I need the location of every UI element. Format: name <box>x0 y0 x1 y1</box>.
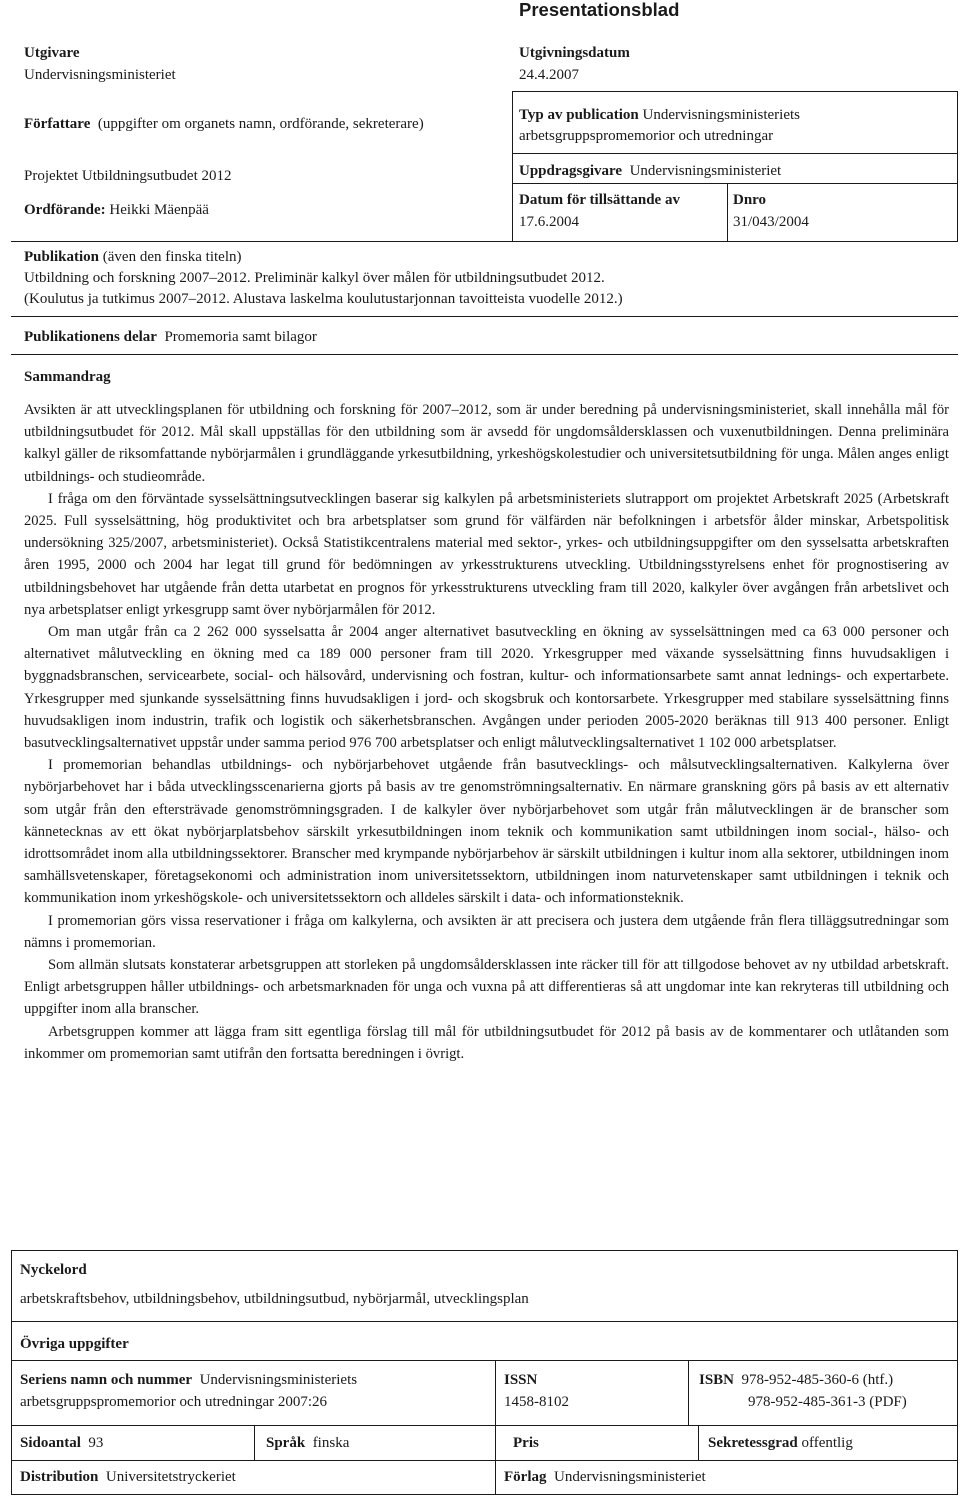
keywords-value: arbetskraftsbehov, utbildningsbehov, utbildningsutbud, nybörjarmål, utvecklingsplan <box>20 1291 529 1307</box>
series-row <box>20 1369 357 1391</box>
pages-divider <box>254 1425 255 1460</box>
price-label: Pris <box>513 1435 539 1451</box>
summary-label: Sammandrag <box>24 369 111 385</box>
distribution-row <box>20 1466 236 1488</box>
publisher-bottom-label: Förlag <box>504 1469 547 1485</box>
summary-paragraph: Arbetsgruppen kommer att lägga fram sitt egentliga förslag till mål för utbildningsutbudet för 2012 på basis av de kommentarer och utlåtanden som inkommer om promemorian samt utifrån den fortsatta beredningen i övrigt. <box>24 1023 949 1062</box>
publication-label: Publikation <box>24 249 100 265</box>
box-divider-dnro <box>727 183 728 241</box>
bottom-table-bottom <box>11 1494 958 1495</box>
commissioner-row <box>519 160 781 182</box>
language-value: finska <box>312 1435 350 1451</box>
publication-hint: (även den finska titeln) <box>102 249 242 265</box>
summary-paragraph: I fråga om den förväntade sysselsättningsutvecklingen baserar sig kalkylen på arbetsministeriets slutrapport om projektet Arbetskraft 2025 (Arbetskraft 2025. Full sysselsättning, hög produktivitet och bra arbetsplatser som grund för välfärden när befolkningen i arbetsför ålder minskar, Arbetspolitisk undersökning 325/2007, arbetsministeriet). Också Statistikcentralens material med sektor-, yrkes- och utbildningsuppgifter om den sysselsatta arbetskraften åren 1995, 2000 och 2004 har legat till grund för bedömningen av yrkesstrukturens utveckling. Utbildningsstyrelsens enhet för prognostisering av utbildningsbehovet har utgående från detta utarbetat en prognos för yrkesstrukturens utveckling fram till 2020, kalkyler över avgången från arbetslivet och nya arbetsplatser enligt yrkesgrupp samt över nybörjarmålen för 2012. <box>24 490 949 618</box>
publication-title-fi: (Koulutus ja tutkimus 2007–2012. Alustava laskelma koulutustarjonnan tavoitteista vuodelle 2012.) <box>24 291 623 307</box>
publication-bottom-line <box>11 316 958 317</box>
pubtype-label: Typ av publication <box>519 107 639 123</box>
isbn-label: ISBN <box>699 1372 735 1388</box>
series-divider <box>495 1360 496 1425</box>
box-top-border <box>512 91 958 92</box>
distribution-label: Distribution <box>20 1469 99 1485</box>
publisher-bottom-value: Undervisningsministeriet <box>554 1469 706 1485</box>
summary-paragraph: Avsikten är att utvecklingsplanen för utbildning och forskning för 2007–2012, som är under beredning på undervisningsministeriet, skall innehålla mål för utbildningsutbudet för 2012. Mål skall uppställas för den utbildning som är avsedd för ungdomsåldersklassen och vuxenutbildningen. Denna preliminära kalkyl gäller de riksomfattande nybörjarmålen i grundläggande yrkesutbildning, yrkeshögskolestudier och universitetsutbildning för unga. Målen anges enligt utbildnings- och studieområde. <box>24 402 949 485</box>
box-left-border <box>512 91 513 241</box>
series-label: Seriens namn och nummer <box>20 1372 193 1388</box>
issn-label: ISSN <box>504 1372 538 1388</box>
summary-paragraph: Som allmän slutsats konstaterar arbetsgruppen att storleken på ungdomsåldersklassen inte räcker till för att tillgodose behovet av ny utbildad arbetskraft. Enligt arbetsgruppen håller utbildnings- och arbetsmarknaden för unga och vuxna på att differentieras så att ungdomar inte kan rekryteras till utbildning och uppgifter inom alla branscher. <box>24 957 949 1018</box>
chair-row <box>24 199 209 221</box>
authors-label: Författare <box>24 116 91 132</box>
keywords-label: Nyckelord <box>20 1262 87 1278</box>
parts-value: Promemoria samt bilagor <box>164 329 317 345</box>
other-bottom-line <box>11 1360 958 1361</box>
pubtype-line1: Undervisningsministeriets <box>642 107 801 123</box>
parts-row <box>24 326 317 348</box>
isbn-row <box>699 1369 893 1391</box>
authors-hint: (uppgifter om organets namn, ordförande, sekreterare) <box>97 116 424 132</box>
series-line2: arbetsgruppspromemorior och utredningar 2007:26 <box>20 1394 328 1410</box>
distribution-value: Universitetstryckeriet <box>105 1469 236 1485</box>
summary-paragraph: Om man utgår från ca 2 262 000 sysselsatta år 2004 anger alternativet basutveckling en ökning av sysselsättningen med ca 63 000 personer och alternativet målutveckling en ökning med ca 189 000 personer fram till 2020. Yrkesgrupper med växande sysselsättning finns huvudsakligen i byggnadsbranschen, servicearbete, social- och hälsovård, undervisning och fostran, kultur- och informationsarbete samt annat lednings- och expertarbete. Yrkesgrupper med sjunkande sysselsättning finns huvudsakligen i jord- och skogsbruk och kontorsarbete. Yrkesgrupper med stabilare sysselsättning finns huvudsakligen inom industrin, trafik och logistik och säkerhetsbranschen. Avgången under perioden 2005-2020 beräknas till 913 400 personer. Enligt basutvecklingsalternativet uppstår under samma period 976 700 arbetsplatser och enligt målutvecklingsalternativet 1 102 000 arbetsplatser. <box>24 624 949 752</box>
language-row <box>266 1432 349 1454</box>
isbn-bottom-line <box>11 1425 958 1426</box>
issn-value: 1458-8102 <box>504 1394 569 1410</box>
secrecy-row <box>708 1432 853 1454</box>
language-divider <box>495 1425 496 1460</box>
price-divider <box>698 1425 699 1460</box>
issn-divider <box>688 1360 689 1425</box>
summary-paragraph: I promemorian görs vissa reservationer i fråga om kalkylerna, och avsikten är att precisera och justera dem utgående från flera tilläggsutredningar som nämns i promemorian. <box>24 912 949 951</box>
series-line1: Undervisningsministeriets <box>199 1372 358 1388</box>
summary-text <box>24 399 949 1065</box>
date-label: Utgivningsdatum <box>519 45 630 61</box>
document-title: Presentationsblad <box>519 0 680 20</box>
bottom-table-top <box>11 1250 958 1251</box>
publication-title-sv: Utbildning och forskning 2007–2012. Preliminär kalkyl över målen för utbildningsutbudet 2012. <box>24 270 605 286</box>
dnro-value: 31/043/2004 <box>733 214 809 230</box>
bottom-table-left <box>11 1250 12 1494</box>
keywords-bottom-line <box>11 1321 958 1322</box>
header-bottom-line <box>11 241 958 242</box>
language-label: Språk <box>266 1435 306 1451</box>
appointed-label: Datum för tillsättande av <box>519 192 680 208</box>
pages-value: 93 <box>88 1435 104 1451</box>
parts-bottom-line <box>11 354 958 355</box>
chair-label: Ordförande: <box>24 202 106 218</box>
distribution-divider <box>495 1460 496 1494</box>
pubtype-row <box>519 104 800 126</box>
publication-row <box>24 246 241 268</box>
pages-label: Sidoantal <box>20 1435 81 1451</box>
publisher-value: Undervisningsministeriet <box>24 67 176 83</box>
project-name: Projektet Utbildningsutbudet 2012 <box>24 168 232 184</box>
box-divider-2 <box>512 183 958 184</box>
pubtype-line2: arbetsgruppspromemorior och utredningar <box>519 128 774 144</box>
commissioner-label: Uppdragsgivare <box>519 163 623 179</box>
bottom-table-right <box>957 1250 958 1494</box>
date-value: 24.4.2007 <box>519 67 579 83</box>
publisher-label: Utgivare <box>24 45 80 61</box>
box-divider-1 <box>512 153 958 154</box>
dnro-label: Dnro <box>733 192 767 208</box>
secrecy-value: offentlig <box>801 1435 853 1451</box>
publisher-bottom-row <box>504 1466 706 1488</box>
box-right-border <box>957 91 958 241</box>
isbn-pdf: 978-952-485-361-3 (PDF) <box>748 1394 907 1410</box>
chair-value: Heikki Mäenpää <box>109 202 209 218</box>
authors-row <box>24 113 424 135</box>
summary-paragraph: I promemorian behandlas utbildnings- och nybörjarbehovet utgående från basutvecklings- och målsutvecklingsalternativen. Kalkylerna över nybörjarbehovet har i båda utvecklingsscenarierna gjorts på basis av tre genomströmningsalternativ. En närmare granskning görs på basis av ett alternativ som utgår från den eftersträvade genomströmningsgraden. I de kalkyler över nybörjarbehovet som utgår från målutvecklingen är de branscher som kännetecknas av ett ökat nybörjarplatsbehov särskilt yrkesutbildningen inom teknik och kommunikation samt utbildningen inom social-, hälso- och idrottsområdet inom alla utbildningssektorer. Branscher med krympande nybörjarbehov är särskilt utbildningen i kultur inom alla sektorer, utbildningen inom samhällsvetenskaper, företagsekonomi och administration inom universitetssektorn, utbildningen inom naturvetenskaper samt utbildningen i teknik och kommunikation inom yrkeshögskole- och universitetssektorn och alldeles särskilt i data- och informationsteknik. <box>24 757 949 907</box>
commissioner-value: Undervisningsministeriet <box>629 163 782 179</box>
pages-bottom-line <box>11 1460 958 1461</box>
parts-label: Publikationens delar <box>24 329 157 345</box>
isbn-print: 978-952-485-360-6 (htf.) <box>741 1372 894 1388</box>
secrecy-label: Sekretessgrad <box>708 1435 798 1451</box>
appointed-value: 17.6.2004 <box>519 214 579 230</box>
pages-row <box>20 1432 103 1454</box>
other-info-label: Övriga uppgifter <box>20 1336 129 1352</box>
